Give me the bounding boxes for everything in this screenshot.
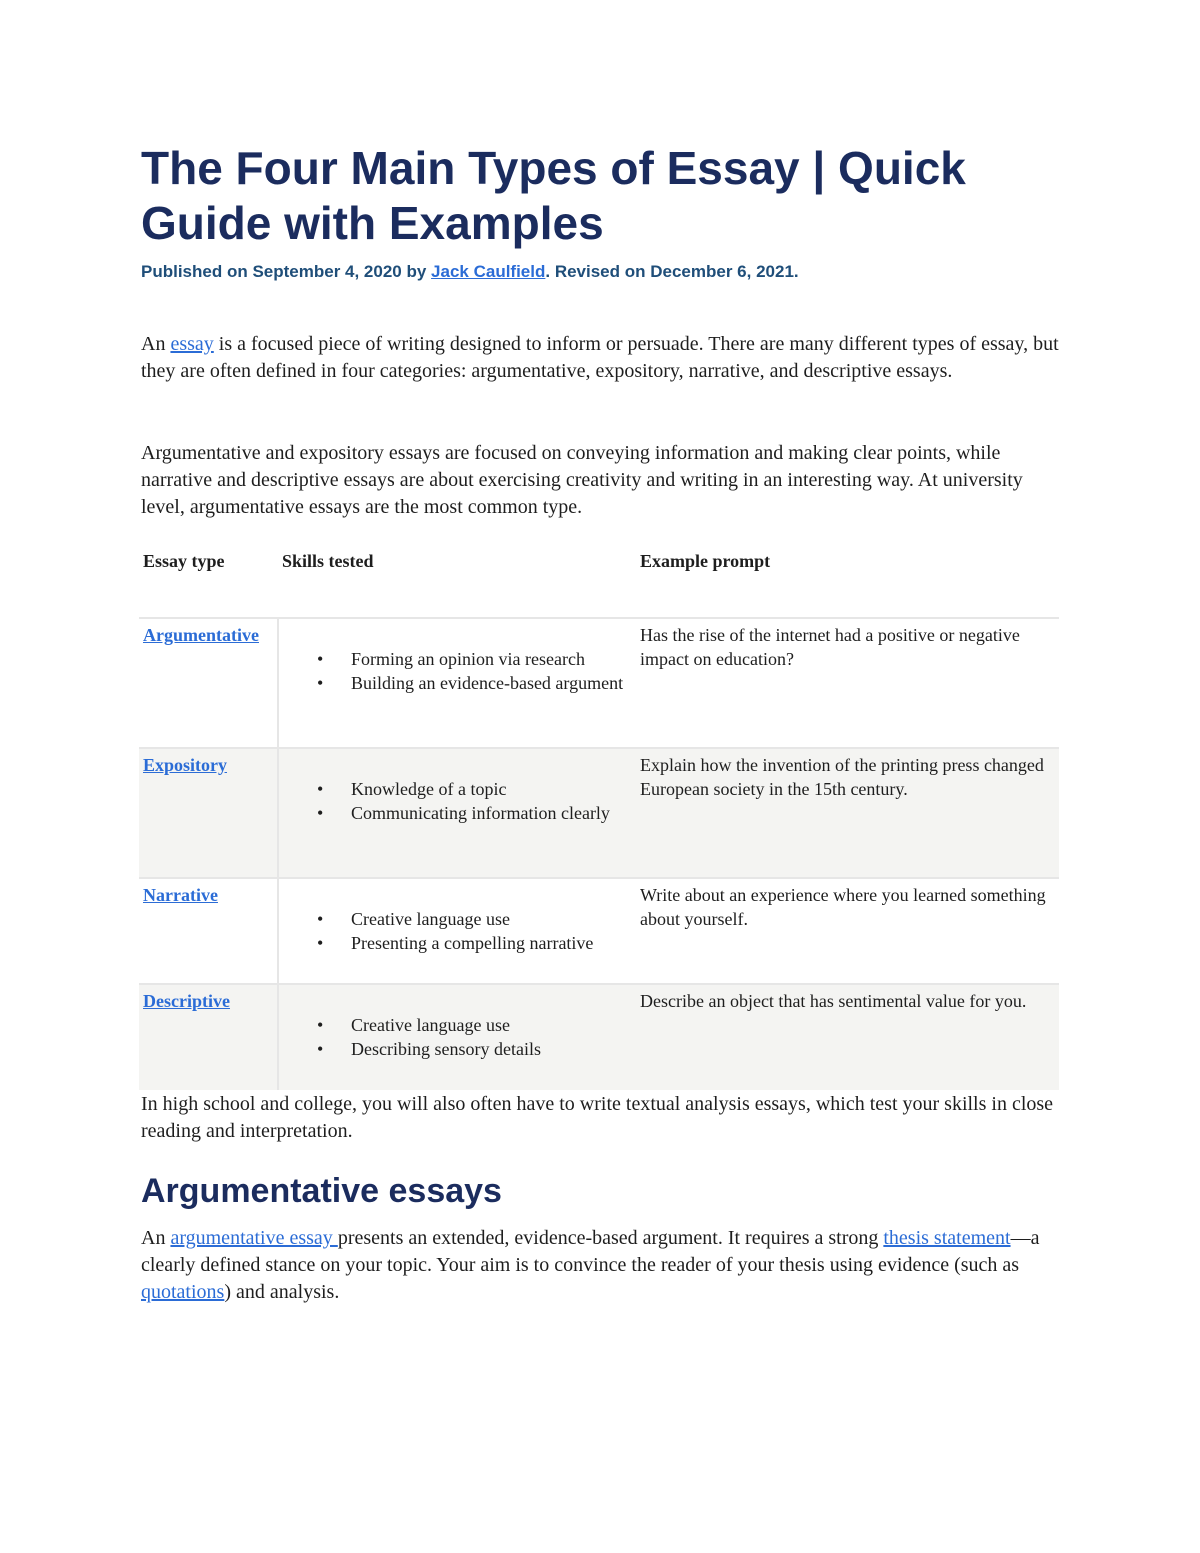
skills-list xyxy=(283,777,632,825)
published-date: Published on September 4, 2020 by xyxy=(141,262,432,281)
section-text-start: An xyxy=(141,1227,171,1249)
table-row xyxy=(139,618,1059,748)
table-row xyxy=(139,984,1059,1090)
cell-example-prompt: Describe an object that has sentimental value for you. xyxy=(636,984,1059,1090)
cell-essay-type xyxy=(139,984,278,1090)
skill-item: • Creative language use xyxy=(351,907,632,931)
intro-text-rest: is a focused piece of writing designed to inform or persuade. There are many different types of essay, but they are often defined in four categories: argumentative, expository, narrative, and descriptive essays. xyxy=(141,333,1059,382)
page-title: The Four Main Types of Essay | Quick Guide with Examples xyxy=(141,142,966,249)
section-heading: Argumentative essays xyxy=(141,1172,502,1210)
cell-skills xyxy=(278,618,636,748)
essay-types-table xyxy=(139,545,1059,1090)
cell-example-prompt: Write about an experience where you learned something about yourself. xyxy=(636,878,1059,984)
descriptive-link[interactable]: Descriptive xyxy=(143,991,230,1011)
argumentative-link[interactable]: Argumentative xyxy=(143,625,259,645)
intro-paragraph-2: Argumentative and expository essays are focused on conveying information and making clear points, while narrative and descriptive essays are about exercising creativity and writing in an interesting way. At university level, argumentative essays are the most common type. xyxy=(141,442,1023,518)
section-text-mid-2: —a clearly defined stance on your topic. Your aim is to convince the reader of your thesis using evidence (such as xyxy=(141,1227,1040,1276)
table-row xyxy=(139,878,1059,984)
skills-list xyxy=(283,907,632,955)
table-header-row xyxy=(139,545,1059,618)
section-text-end: ) and analysis. xyxy=(224,1281,340,1303)
skill-item: • Creative language use xyxy=(351,1013,632,1037)
skill-item: • Describing sensory details xyxy=(351,1037,632,1061)
table-row xyxy=(139,748,1059,878)
cell-skills xyxy=(278,878,636,984)
cell-skills xyxy=(278,984,636,1090)
skills-list xyxy=(283,647,632,695)
cell-essay-type xyxy=(139,618,278,748)
cell-example-prompt: Has the rise of the internet had a positive or negative impact on education? xyxy=(636,618,1059,748)
header-skills-tested: Skills tested xyxy=(282,551,374,571)
argumentative-paragraph xyxy=(141,1225,1066,1306)
cell-example-prompt: Explain how the invention of the printing press changed European society in the 15th century. xyxy=(636,748,1059,878)
byline xyxy=(141,261,1061,283)
expository-link[interactable]: Expository xyxy=(143,755,228,775)
thesis-statement-link[interactable]: thesis statement xyxy=(883,1227,1011,1249)
skill-item: • Knowledge of a topic xyxy=(351,777,632,801)
section-text-mid-1: presents an extended, evidence-based argument. It requires a strong xyxy=(337,1227,884,1249)
after-table-paragraph: In high school and college, you will also often have to write textual analysis essays, which test your skills in close reading and interpretation. xyxy=(141,1093,1054,1142)
header-example-prompt: Example prompt xyxy=(640,551,771,571)
essay-link[interactable]: essay xyxy=(170,333,214,355)
header-essay-type: Essay type xyxy=(143,551,225,571)
intro-paragraph-1 xyxy=(141,331,1066,385)
revised-date: . Revised on December 6, 2021. xyxy=(545,262,799,281)
skills-list xyxy=(283,1013,632,1061)
intro-text-start: An xyxy=(141,333,171,355)
cell-skills xyxy=(278,748,636,878)
argumentative-essay-link[interactable]: argumentative essay xyxy=(170,1227,338,1249)
skill-item: • Communicating information clearly xyxy=(351,801,632,825)
skill-item: • Forming an opinion via research xyxy=(351,647,632,671)
cell-essay-type xyxy=(139,878,278,984)
quotations-link[interactable]: quotations xyxy=(141,1281,225,1303)
cell-essay-type xyxy=(139,748,278,878)
skill-item: • Presenting a compelling narrative xyxy=(351,931,632,955)
narrative-link[interactable]: Narrative xyxy=(143,885,218,905)
skill-item: • Building an evidence-based argument xyxy=(351,671,632,695)
author-link[interactable]: Jack Caulfield xyxy=(431,262,546,281)
